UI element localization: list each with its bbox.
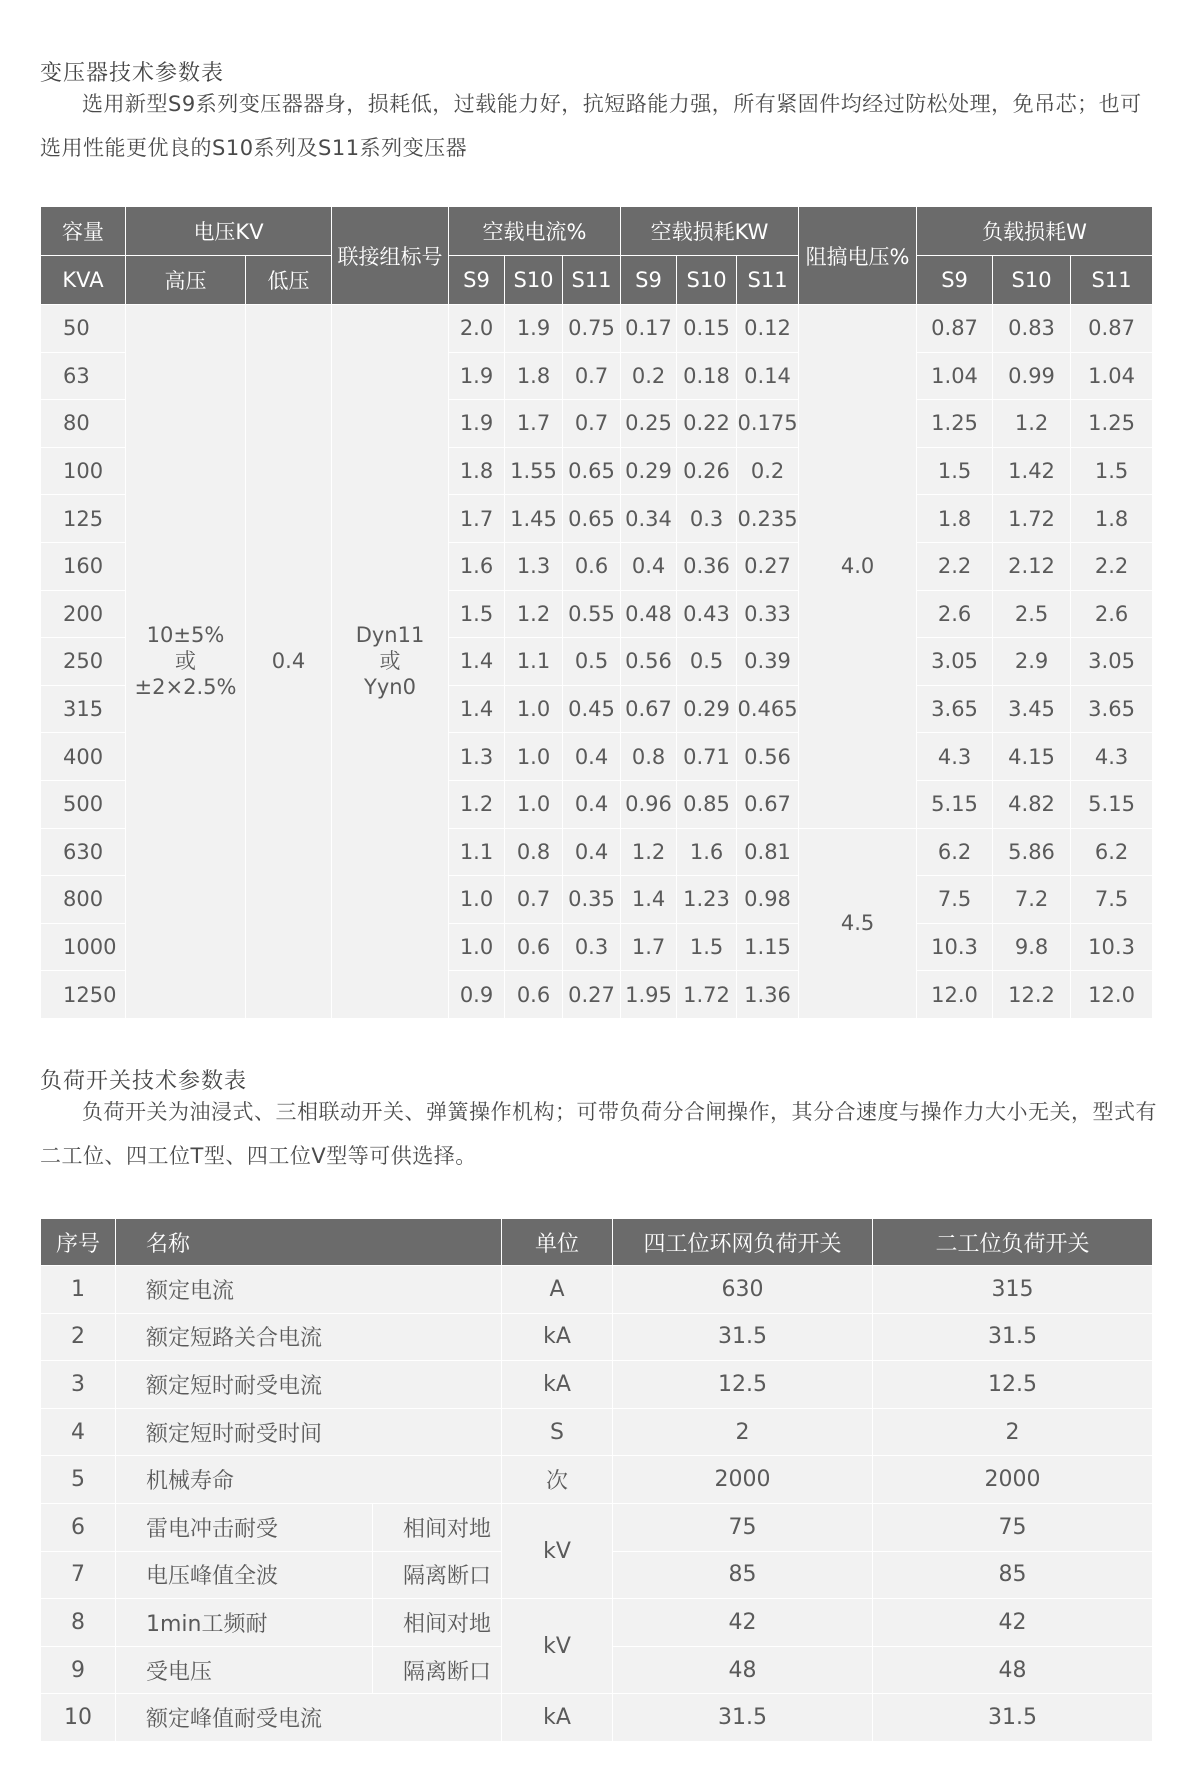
table-row	[41, 1599, 1153, 1647]
load-loss-cell: 1.42	[993, 447, 1071, 495]
noload-loss-cell: 1.36	[737, 971, 799, 1019]
unit-cell: kV	[502, 1599, 613, 1694]
load-loss-cell: 1.25	[917, 400, 993, 448]
noload-current-cell: 0.7	[563, 400, 621, 448]
noload-loss-cell: 0.33	[737, 590, 799, 638]
impedance-voltage-cell: 4.0	[799, 305, 917, 829]
name-cell: 受电压	[116, 1646, 373, 1694]
unit-cell: kA	[502, 1361, 613, 1409]
name-cell: 电压峰值全波	[116, 1551, 373, 1599]
noload-loss-cell: 0.17	[621, 305, 677, 353]
table-row	[41, 1456, 1153, 1504]
high-voltage-line: 或	[175, 649, 196, 674]
noload-current-cell: 0.65	[563, 495, 621, 543]
noload-loss-cell: 0.235	[737, 495, 799, 543]
noload-current-cell: 0.55	[563, 590, 621, 638]
load-loss-cell: 10.3	[917, 923, 993, 971]
transformer-section-title: 变压器技术参数表	[40, 61, 225, 86]
name-cell: 额定短时耐受时间	[116, 1408, 502, 1456]
noload-loss-cell: 1.5	[677, 923, 737, 971]
two-position-value: 75	[873, 1503, 1153, 1551]
voltage-header: 电压KV	[126, 207, 332, 256]
load-loss-cell: 1.25	[1071, 400, 1153, 448]
noload-current-cell: 2.0	[449, 305, 505, 353]
noload-loss-cell: 0.2	[737, 447, 799, 495]
noload-current-cell: 1.55	[505, 447, 563, 495]
noload-current-cell: 1.0	[449, 923, 505, 971]
load-loss-cell: 1.5	[917, 447, 993, 495]
capacity-cell: 125	[41, 495, 126, 543]
load-loss-cell: 0.99	[993, 352, 1071, 400]
capacity-cell: 160	[41, 542, 126, 590]
two-position-header: 二工位负荷开关	[873, 1219, 1153, 1266]
noload-loss-cell: 0.175	[737, 400, 799, 448]
noload-loss-cell: 0.14	[737, 352, 799, 400]
s11-header: S11	[1071, 256, 1153, 305]
noload-loss-cell: 1.15	[737, 923, 799, 971]
impedance-voltage-header: 阻搞电压%	[799, 207, 917, 305]
unit-cell: A	[502, 1266, 613, 1314]
load-loss-cell: 4.3	[917, 733, 993, 781]
serial-cell: 9	[41, 1646, 116, 1694]
noload-loss-cell: 0.71	[677, 733, 737, 781]
noload-loss-cell: 1.6	[677, 828, 737, 876]
s10-header: S10	[677, 256, 737, 305]
two-position-value: 12.5	[873, 1361, 1153, 1409]
table-row	[41, 1503, 1153, 1551]
table-row	[41, 305, 1153, 353]
capacity-header: 容量	[41, 207, 126, 256]
noload-current-cell: 0.3	[563, 923, 621, 971]
four-position-header: 四工位环网负荷开关	[613, 1219, 873, 1266]
noload-current-cell: 1.2	[449, 780, 505, 828]
table-row	[41, 1408, 1153, 1456]
load-loss-cell: 2.5	[993, 590, 1071, 638]
load-loss-cell: 5.15	[1071, 780, 1153, 828]
load-loss-cell: 6.2	[1071, 828, 1153, 876]
serial-cell: 5	[41, 1456, 116, 1504]
capacity-cell: 200	[41, 590, 126, 638]
load-loss-cell: 12.2	[993, 971, 1071, 1019]
high-voltage-header: 高压	[126, 256, 246, 305]
two-position-value: 85	[873, 1551, 1153, 1599]
name-header: 名称	[116, 1219, 502, 1266]
transformer-parameter-table	[40, 206, 1153, 1019]
name-cell: 额定峰值耐受电流	[116, 1694, 502, 1742]
four-position-value: 31.5	[613, 1694, 873, 1742]
noload-loss-cell: 0.34	[621, 495, 677, 543]
noload-loss-cell: 0.43	[677, 590, 737, 638]
noload-current-cell: 0.8	[505, 828, 563, 876]
two-position-value: 31.5	[873, 1694, 1153, 1742]
two-position-value: 48	[873, 1646, 1153, 1694]
noload-current-cell: 0.4	[563, 828, 621, 876]
noload-loss-cell: 1.2	[621, 828, 677, 876]
noload-loss-cell: 0.26	[677, 447, 737, 495]
noload-loss-cell: 0.29	[621, 447, 677, 495]
load-loss-cell: 1.04	[917, 352, 993, 400]
noload-loss-cell: 1.23	[677, 876, 737, 924]
load-loss-cell: 4.3	[1071, 733, 1153, 781]
load-loss-header: 负载损耗W	[917, 207, 1153, 256]
four-position-value: 630	[613, 1266, 873, 1314]
noload-loss-cell: 0.98	[737, 876, 799, 924]
load-loss-cell: 7.5	[917, 876, 993, 924]
noload-loss-cell: 0.36	[677, 542, 737, 590]
name-cell: 额定短路关合电流	[116, 1313, 502, 1361]
impedance-voltage-cell: 4.5	[799, 828, 917, 1018]
noload-loss-cell: 0.2	[621, 352, 677, 400]
s10-header: S10	[505, 256, 563, 305]
noload-loss-cell: 0.25	[621, 400, 677, 448]
noload-loss-header: 空载损耗KW	[621, 207, 799, 256]
noload-current-cell: 1.3	[449, 733, 505, 781]
four-position-value: 12.5	[613, 1361, 873, 1409]
noload-loss-cell: 1.4	[621, 876, 677, 924]
noload-current-cell: 1.8	[505, 352, 563, 400]
noload-current-cell: 0.45	[563, 685, 621, 733]
capacity-cell: 400	[41, 733, 126, 781]
capacity-cell: 63	[41, 352, 126, 400]
s11-header: S11	[563, 256, 621, 305]
unit-cell: kV	[502, 1503, 613, 1598]
s11-header: S11	[737, 256, 799, 305]
noload-current-header: 空载电流%	[449, 207, 621, 256]
noload-loss-cell: 0.96	[621, 780, 677, 828]
load-loss-cell: 5.15	[917, 780, 993, 828]
load-loss-cell: 1.04	[1071, 352, 1153, 400]
noload-current-cell: 1.9	[505, 305, 563, 353]
s9-header: S9	[621, 256, 677, 305]
noload-loss-cell: 0.27	[737, 542, 799, 590]
noload-loss-cell: 1.95	[621, 971, 677, 1019]
load-loss-cell: 3.45	[993, 685, 1071, 733]
connection-group-line: Dyn11	[355, 623, 425, 648]
noload-current-cell: 1.0	[449, 876, 505, 924]
name-cell: 额定电流	[116, 1266, 502, 1314]
noload-loss-cell: 0.85	[677, 780, 737, 828]
noload-loss-cell: 0.29	[677, 685, 737, 733]
unit-cell: S	[502, 1408, 613, 1456]
load-loss-cell: 2.12	[993, 542, 1071, 590]
two-position-value: 2	[873, 1408, 1153, 1456]
load-loss-cell: 7.5	[1071, 876, 1153, 924]
serial-cell: 4	[41, 1408, 116, 1456]
noload-current-cell: 1.1	[505, 638, 563, 686]
noload-current-cell: 0.4	[563, 733, 621, 781]
noload-loss-cell: 0.465	[737, 685, 799, 733]
noload-loss-cell: 0.3	[677, 495, 737, 543]
two-position-value: 315	[873, 1266, 1153, 1314]
four-position-value: 48	[613, 1646, 873, 1694]
serial-cell: 2	[41, 1313, 116, 1361]
unit-header: 单位	[502, 1219, 613, 1266]
load-switch-parameter-table	[40, 1218, 1153, 1742]
noload-current-cell: 1.8	[449, 447, 505, 495]
noload-loss-cell: 0.48	[621, 590, 677, 638]
load-loss-cell: 2.6	[1071, 590, 1153, 638]
noload-loss-cell: 0.39	[737, 638, 799, 686]
four-position-value: 42	[613, 1599, 873, 1647]
noload-loss-cell: 0.4	[621, 542, 677, 590]
serial-cell: 1	[41, 1266, 116, 1314]
noload-current-cell: 0.6	[505, 923, 563, 971]
noload-current-cell: 0.9	[449, 971, 505, 1019]
high-voltage-line: 10±5%	[146, 623, 225, 648]
noload-current-cell: 1.45	[505, 495, 563, 543]
noload-loss-cell: 0.56	[621, 638, 677, 686]
s9-header: S9	[449, 256, 505, 305]
noload-loss-cell: 1.7	[621, 923, 677, 971]
low-voltage-cell: 0.4	[246, 305, 332, 1019]
noload-loss-cell: 0.81	[737, 828, 799, 876]
load-loss-cell: 3.05	[917, 638, 993, 686]
noload-loss-cell: 0.56	[737, 733, 799, 781]
noload-current-cell: 0.6	[563, 542, 621, 590]
noload-current-cell: 1.7	[505, 400, 563, 448]
noload-current-cell: 0.27	[563, 971, 621, 1019]
sub-item-cell: 相间对地	[373, 1503, 502, 1551]
unit-cell: kA	[502, 1694, 613, 1742]
load-loss-cell: 5.86	[993, 828, 1071, 876]
load-loss-cell: 2.6	[917, 590, 993, 638]
noload-loss-cell: 0.18	[677, 352, 737, 400]
load-loss-cell: 1.5	[1071, 447, 1153, 495]
four-position-value: 31.5	[613, 1313, 873, 1361]
noload-current-cell: 1.6	[449, 542, 505, 590]
load-loss-cell: 3.05	[1071, 638, 1153, 686]
table-row	[41, 1694, 1153, 1742]
load-loss-cell: 12.0	[1071, 971, 1153, 1019]
serial-cell: 10	[41, 1694, 116, 1742]
unit-cell: kA	[502, 1313, 613, 1361]
noload-loss-cell: 1.72	[677, 971, 737, 1019]
noload-current-cell: 1.0	[505, 733, 563, 781]
two-position-value: 31.5	[873, 1313, 1153, 1361]
noload-current-cell: 1.4	[449, 638, 505, 686]
capacity-cell: 1250	[41, 971, 126, 1019]
load-loss-cell: 4.15	[993, 733, 1071, 781]
load-loss-cell: 1.8	[917, 495, 993, 543]
capacity-cell: 1000	[41, 923, 126, 971]
capacity-cell: 50	[41, 305, 126, 353]
load-loss-cell: 1.8	[1071, 495, 1153, 543]
connection-group-line: 或	[379, 649, 401, 674]
serial-cell: 6	[41, 1503, 116, 1551]
name-cell: 1min工频耐	[116, 1599, 373, 1647]
load-loss-cell: 7.2	[993, 876, 1071, 924]
name-cell: 雷电冲击耐受	[116, 1503, 373, 1551]
load-loss-cell: 0.87	[1071, 305, 1153, 353]
noload-current-cell: 0.7	[505, 876, 563, 924]
load-loss-cell: 2.2	[1071, 542, 1153, 590]
noload-current-cell: 1.2	[505, 590, 563, 638]
noload-current-cell: 0.7	[563, 352, 621, 400]
capacity-cell: 315	[41, 685, 126, 733]
four-position-value: 2000	[613, 1456, 873, 1504]
noload-current-cell: 0.75	[563, 305, 621, 353]
four-position-value: 2	[613, 1408, 873, 1456]
load-loss-cell: 1.2	[993, 400, 1071, 448]
capacity-cell: 500	[41, 780, 126, 828]
load-loss-cell: 1.72	[993, 495, 1071, 543]
transformer-intro-paragraph: 选用新型S9系列变压器器身，损耗低，过载能力好，抗短路能力强，所有紧固件均经过防松处理，免吊芯；也可选用性能更优良的S10系列及S11系列变压器	[40, 92, 1142, 160]
connection-group-cell	[332, 305, 449, 1019]
serial-cell: 7	[41, 1551, 116, 1599]
two-position-value: 42	[873, 1599, 1153, 1647]
capacity-cell: 80	[41, 400, 126, 448]
noload-loss-cell: 0.15	[677, 305, 737, 353]
s9-header: S9	[917, 256, 993, 305]
capacity-cell: 250	[41, 638, 126, 686]
four-position-value: 75	[613, 1503, 873, 1551]
capacity-cell: 800	[41, 876, 126, 924]
load-loss-cell: 9.8	[993, 923, 1071, 971]
load-loss-cell: 2.2	[917, 542, 993, 590]
name-cell: 额定短时耐受电流	[116, 1361, 502, 1409]
load-loss-cell: 0.87	[917, 305, 993, 353]
serial-cell: 8	[41, 1599, 116, 1647]
low-voltage-header: 低压	[246, 256, 332, 305]
serial-header: 序号	[41, 1219, 116, 1266]
table-row	[41, 1361, 1153, 1409]
noload-current-cell: 1.9	[449, 400, 505, 448]
high-voltage-line: ±2×2.5%	[134, 675, 237, 700]
s10-header: S10	[993, 256, 1071, 305]
unit-cell: 次	[502, 1456, 613, 1504]
load-loss-cell: 3.65	[917, 685, 993, 733]
noload-current-cell: 1.0	[505, 685, 563, 733]
noload-current-cell: 1.7	[449, 495, 505, 543]
capacity-cell: 630	[41, 828, 126, 876]
table-row	[41, 1266, 1153, 1314]
four-position-value: 85	[613, 1551, 873, 1599]
noload-loss-cell: 0.22	[677, 400, 737, 448]
load-loss-cell: 12.0	[917, 971, 993, 1019]
load-loss-cell: 4.82	[993, 780, 1071, 828]
noload-current-cell: 1.1	[449, 828, 505, 876]
switch-intro-paragraph: 负荷开关为油浸式、三相联动开关、弹簧操作机构；可带负荷分合闸操作，其分合速度与操作力大小无关，型式有二工位、四工位T型、四工位V型等可供选择。	[40, 1100, 1157, 1168]
connection-group-line: Yyn0	[364, 675, 416, 700]
table-row	[41, 1313, 1153, 1361]
noload-current-cell: 1.3	[505, 542, 563, 590]
noload-loss-cell: 0.67	[737, 780, 799, 828]
noload-current-cell: 0.4	[563, 780, 621, 828]
noload-current-cell: 1.0	[505, 780, 563, 828]
load-loss-cell: 10.3	[1071, 923, 1153, 971]
load-loss-cell: 2.9	[993, 638, 1071, 686]
sub-item-cell: 隔离断口	[373, 1551, 502, 1599]
noload-current-cell: 0.6	[505, 971, 563, 1019]
noload-loss-cell: 0.67	[621, 685, 677, 733]
noload-loss-cell: 0.8	[621, 733, 677, 781]
connection-group-header: 联接组标号	[332, 207, 449, 305]
noload-current-cell: 0.35	[563, 876, 621, 924]
two-position-value: 2000	[873, 1456, 1153, 1504]
serial-cell: 3	[41, 1361, 116, 1409]
noload-loss-cell: 0.12	[737, 305, 799, 353]
load-loss-cell: 3.65	[1071, 685, 1153, 733]
kva-header: KVA	[41, 256, 126, 305]
sub-item-cell: 相间对地	[373, 1599, 502, 1647]
noload-current-cell: 1.4	[449, 685, 505, 733]
high-voltage-cell	[126, 305, 246, 1019]
load-loss-cell: 0.83	[993, 305, 1071, 353]
name-cell: 机械寿命	[116, 1456, 502, 1504]
load-loss-cell: 6.2	[917, 828, 993, 876]
capacity-cell: 100	[41, 447, 126, 495]
noload-current-cell: 0.65	[563, 447, 621, 495]
switch-section-title: 负荷开关技术参数表	[40, 1069, 248, 1094]
noload-current-cell: 1.9	[449, 352, 505, 400]
noload-current-cell: 0.5	[563, 638, 621, 686]
noload-current-cell: 1.5	[449, 590, 505, 638]
noload-loss-cell: 0.5	[677, 638, 737, 686]
sub-item-cell: 隔离断口	[373, 1646, 502, 1694]
